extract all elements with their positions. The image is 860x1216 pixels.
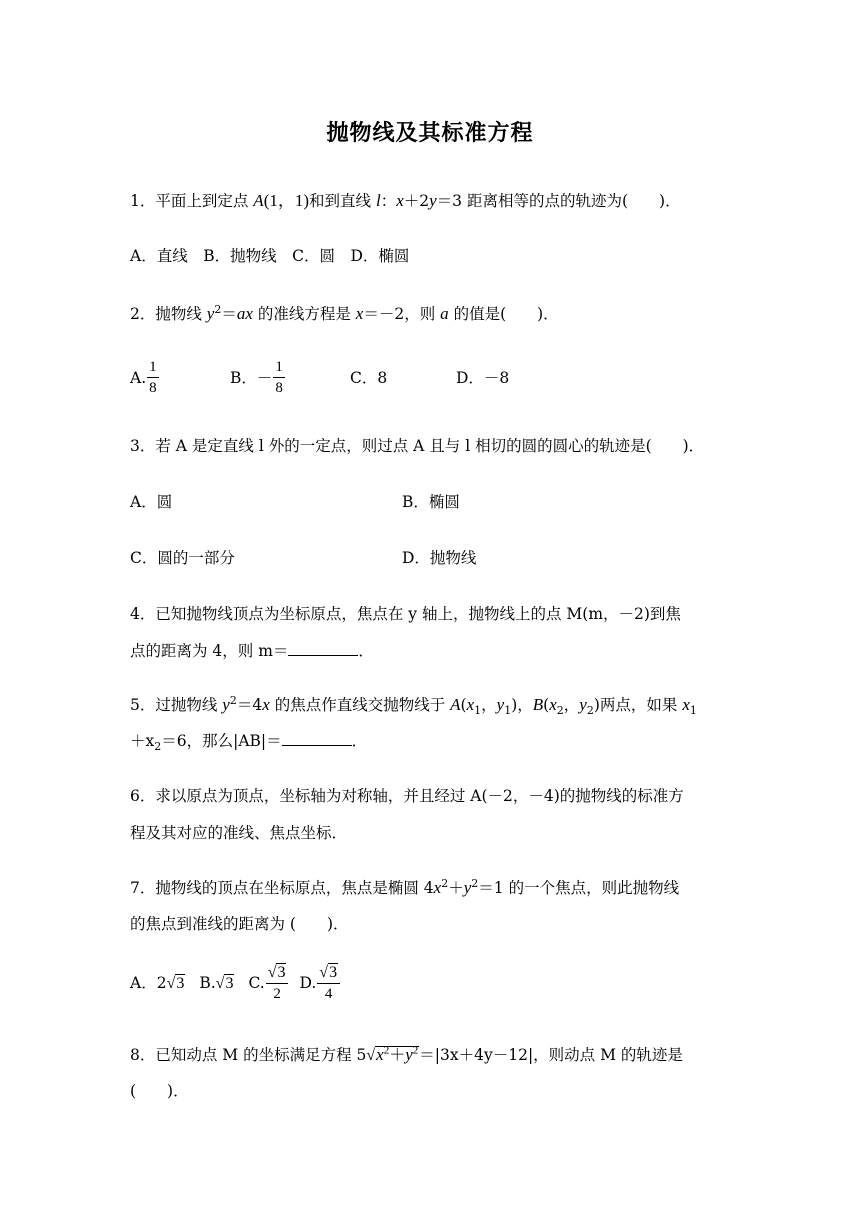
question-3: [130, 428, 732, 465]
option-b: B．椭圆: [402, 493, 460, 511]
question-4: 4．已知抛物线顶点为坐标原点，焦点在 y 轴上，抛物线上的点 M(m，－2)到焦 点的距离为 4，则 m＝ ．: [130, 605, 681, 660]
answer-blank: [282, 731, 352, 746]
option-c: C．8: [350, 368, 388, 387]
question-2: [130, 295, 732, 332]
option-b: B．－ $\frac{1}{8}$: [230, 359, 283, 396]
option-a: A. $\frac{1}{8}$: [130, 359, 157, 396]
option-d: D．－8: [456, 368, 510, 387]
option-d: D. $\frac{√3}{4}$: [299, 965, 341, 1002]
question-1: [130, 182, 732, 219]
answer-blank: [288, 641, 358, 656]
option-b: B.√3: [199, 973, 234, 992]
question-7: 7．抛物线的顶点在坐标原点，焦点是椭圆 $4x^2+y^2=1$ 的一个焦点，则此抛物线 的焦点到准线的距离为 ( )．: [130, 876, 680, 933]
question-3-options-row1: [130, 484, 732, 521]
question-2-text: 2．抛物线 $y^2=ax$ 的准线方程是 x＝－2，则 a 的值是( )．: [130, 302, 559, 323]
question-5: 5．过抛物线 $y^2=4x$ 的焦点作直线交抛物线于 $A(x_1$，$y_1$)，$B(x_2$，$y_2$)两点，如果 $x_1$ $+x_2=6$，那么|AB|＝ ．: [130, 693, 697, 754]
page-title: 抛物线及其标准方程: [326, 121, 534, 146]
question-1-text: 1．平面上到定点 A(1，1)和到直线 l：x＋2y＝3 距离相等的点的轨迹为( )．: [130, 191, 681, 210]
option-a: A．2√3: [130, 973, 185, 992]
option-c: C．圆的一部分: [130, 549, 235, 567]
option-a: A．圆: [130, 493, 173, 511]
question-3-options-row2: [130, 540, 732, 577]
option-d: D．抛物线: [402, 549, 477, 567]
question-8: 8．已知动点 M 的坐标满足方程 $5√x^2+y^2=|3x+4y-12|$，则动点 M 的轨迹是 ( )．: [130, 1044, 683, 1100]
question-1-options: A．直线 B．抛物线 C．圆 D．椭圆: [130, 247, 410, 265]
question-6: 6．求以原点为顶点，坐标轴为对称轴，并且经过 A(－2，－4)的抛物线的标准方 程及其对应的准线、焦点坐标．: [130, 787, 684, 842]
question-2-options: [130, 358, 732, 400]
question-7-options: [130, 958, 732, 1008]
option-c: C. $\frac{√3}{2}$: [248, 965, 289, 1002]
question-3-text: 3．若 A 是定直线 l 外的一定点，则过点 A 且与 l 相切的圆的圆心的轨迹是( )．: [130, 437, 705, 455]
